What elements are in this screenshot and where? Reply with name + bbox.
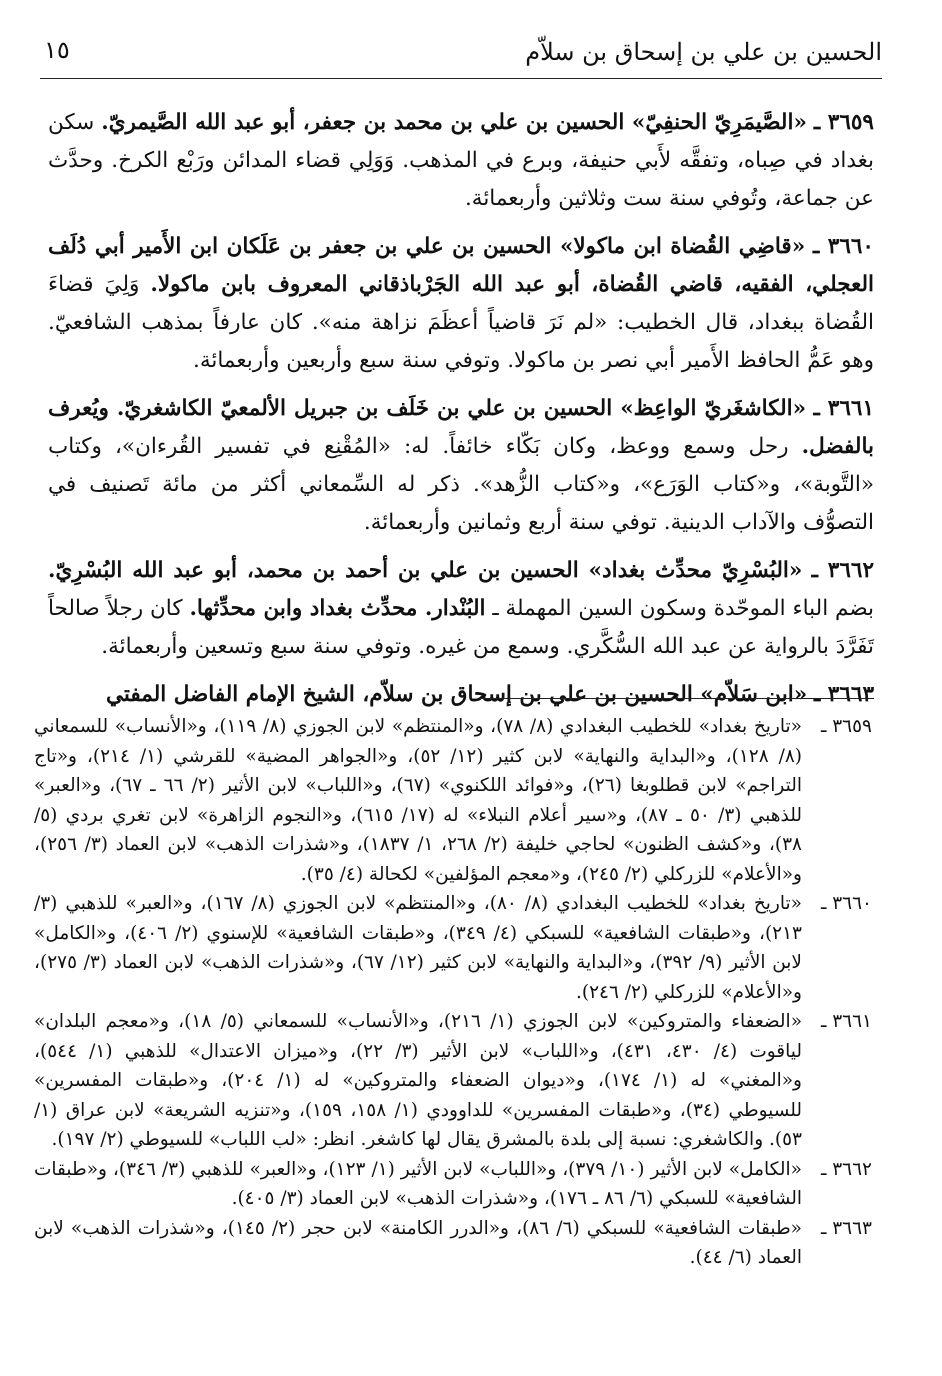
footnote (34, 1214, 872, 1273)
footnote-number: ٣٦٦٠ ـ (820, 893, 872, 914)
entry-paragraph (48, 228, 874, 380)
biography-entry (48, 676, 874, 714)
footnote (34, 1007, 872, 1155)
entry-number: ٣٦٦٠ ـ (812, 234, 874, 259)
footnote-number: ٣٦٦١ ـ (820, 1011, 872, 1032)
footnote-divider (480, 698, 874, 699)
entry-number: ٣٦٥٩ ـ (813, 110, 874, 135)
entry-heading: «قاضِي القُضاة ابن ماكولا» الحسين بن علي بن جعفر بن عَلَكان ابن الأَمير أبي دُلَف العجلي، الفقيه، قاضي القُضاة، أبو عبد الله الجَرْباذقاني المعروف بابن ماكولا. (48, 234, 874, 297)
footnote-text: «الضعفاء والمتروكين» لابن الجوزي (١/ ٢١٦)، و«الأنساب» للسمعاني (٥/ ١٨)، و«معجم البلدان» لياقوت (٤/ ٤٣٠، ٤٣١)، و«اللباب» لابن الأثير (٣/ ٢٢)، و«ميزان الاعتدال» للذهبي (١/ ٥٤٤)، و«المغني» له (١/ ١٧٤)، و«ديوان الضعفاء والمتروكين» له (١/ ٢٠٤)، و«طبقات المفسرين» للسيوطي (٣٤)، و«طبقات المفسرين» للداوودي (١/ ١٥٨، ١٥٩)، و«تنزيه الشريعة» لابن عراق (١/ ٥٣). والكاشغري: نسبة إلى بلدة بالمشرق يقال لها كاشغر. انظر: «لب اللباب» للسيوطي (٢/ ١٩٧). (34, 1011, 803, 1150)
footnotes (34, 712, 872, 1273)
entry-body-prefix: بضم الباء الموحّدة وسكون السين المهملة ـ (492, 596, 874, 621)
entry-body-bold: البُنْدار. محدِّث بغداد وابن محدِّثها. (189, 596, 486, 621)
entry-paragraph (48, 552, 874, 666)
entry-number: ٣٦٦٣ ـ (814, 682, 874, 707)
entry-body: وَلِيَ قضاءَ القُضاة ببغداد، قال الخطيب: «لم نَرَ قاضياً أعظَمَ نزاهة منه». كان عارفاً بمذهب الشافعيّ. وهو عَمُّ الحافظ الأَمير أبي نصر بن ماكولا. وتوفي سنة سبع وأربعين وأربعمائة. (48, 272, 874, 373)
biography-entry (48, 552, 874, 666)
footnote-number: ٣٦٥٩ ـ (820, 716, 872, 737)
footnote-number: ٣٦٦٢ ـ (820, 1158, 872, 1180)
page-number: ١٥ (44, 36, 70, 64)
footnote (34, 1155, 872, 1214)
entry-paragraph (48, 676, 874, 714)
footnote-number: ٣٦٦٣ ـ (820, 1217, 872, 1239)
entry-heading: «الصَّيمَرِيّ الحنفِيّ» الحسين بن علي بن محمد بن جعفر، أبو عبد الله الصَّيمريّ. (101, 110, 807, 135)
entry-paragraph (48, 104, 874, 218)
entry-body: سكن بغداد في صِباه، وتفقَّه لأَبي حنيفة، وبرع في المذهب. وَوَلِي قضاء المدائن ورَبْع الكرخ. وحدَّث عن جماعة، وتُوفي سنة ست وثلاثين وأربعمائة. (48, 110, 874, 211)
entry-number: ٣٦٦١ ـ (813, 396, 874, 421)
footnote (34, 712, 872, 889)
footnote-text: «طبقات الشافعية» للسبكي (٦/ ٨٦)، و«الدرر الكامنة» لابن حجر (٢/ ١٤٥)، و«شذرات الذهب» لابن العماد (٦/ ٤٤). (34, 1217, 802, 1268)
footnote (34, 889, 872, 1007)
entry-paragraph (48, 390, 874, 542)
footnote-text: «تاريخ بغداد» للخطيب البغدادي (٨/ ٨٠)، و«المنتظم» لابن الجوزي (٨/ ١٦٧)، و«العبر» للذهبي (٣/ ٢١٣)، و«طبقات الشافعية» للسبكي (٤/ ٣٤٩)، و«طبقات الشافعية» للإسنوي (٢/ ٤٠٦)، و«الكامل» لابن الأثير (٩/ ٣٩٢)، و«البداية والنهاية» لابن كثير (١٢/ ٦٧)، و«شذرات الذهب» لابن العماد (٣/ ٢٧٥)، و«الأعلام» للزركلي (٢/ ٢٤٦). (34, 893, 802, 1003)
entry-heading: «الكاشغَريّ الواعِظ» الحسين بن علي بن خَلَف بن جبريل الألمعيّ الكاشغريّ. ويُعرف بالفضل. (48, 396, 874, 459)
main-text (48, 104, 874, 724)
entry-body: كان رجلاً صالحاً تَفَرَّدَ بالرواية عن عبد الله السُّكَّري. وسمع من غيره. وتوفي سنة سبع وتسعين وأربعمائة. (48, 596, 874, 659)
footnote-text: «تاريخ بغداد» للخطيب البغدادي (٨/ ٧٨)، و«المنتظم» لابن الجوزي (٨/ ١١٩)، و«الأنساب» للسمعاني (٨/ ١٢٨)، و«البداية والنهاية» لابن كثير (١٢/ ٥٢)، و«الجواهر المضية» للقرشي (١/ ٢١٤)، و«تاج التراجم» لابن قطلوبغا (٢٦)، و«فوائد اللكنوي» (٦٧)، و«اللباب» لابن الأثير (٢/ ٦٦ ـ ٦٧)، و«العبر» للذهبي (٣/ ٥٠ ـ ٨٧)، و«سير أعلام النبلاء» له (١٧/ ٦١٥)، و«النجوم الزاهرة» لابن تغري بردي (٥/ ٣٨)، و«كشف الظنون» لحاجي خليفة (٢/ ٢٦٨، ١/ ١٨٣٧)، و«شذرات الذهب» لابن العماد (٣/ ٢٥٦)، و«الأعلام» للزركلي (٢/ ٢٤٥)، و«معجم المؤلفين» لكحالة (٤/ ٣٥). (34, 716, 802, 885)
biography-entry (48, 390, 874, 542)
entry-number: ٣٦٦٢ ـ (811, 558, 874, 583)
running-title: الحسين بن علي بن إسحاق بن سلاّم (525, 38, 882, 66)
page-header (40, 28, 882, 79)
biography-entry (48, 228, 874, 380)
entry-body: رحل وسمع ووعظ، وكان بَكّاء خائفاً. له: «المُقْنِع في تفسير القُرءان»، وكتاب «التَّوبة»، و«كتاب الوَرَع»، و«كتاب الزُّهد». ذكر له السِّمعاني أكثر من مائة تَصنيف في التصوُّف والآداب الدينية. توفي سنة أربع وثمانين وأربعمائة. (48, 434, 874, 535)
entry-heading: «البُسْرِيّ محدِّث بغداد» الحسين بن علي بن أحمد بن محمد، أبو عبد الله البُسْرِيّ. (48, 558, 803, 583)
biography-entry (48, 104, 874, 218)
footnote-text: «الكامل» لابن الأثير (١٠/ ٣٧٩)، و«اللباب» لابن الأثير (١/ ١٢٣)، و«العبر» للذهبي (٣/ ٣٤٦)، و«طبقات الشافعية» للسبكي (٦/ ٨٦ ـ ١٧٦)، و«شذرات الذهب» لابن العماد (٣/ ٤٠٥). (34, 1158, 802, 1209)
entry-heading: «ابن سَلاّم» الحسين بن علي بن إسحاق بن سلاّم، الشيخ الإمام الفاضل المفتي (106, 682, 808, 707)
